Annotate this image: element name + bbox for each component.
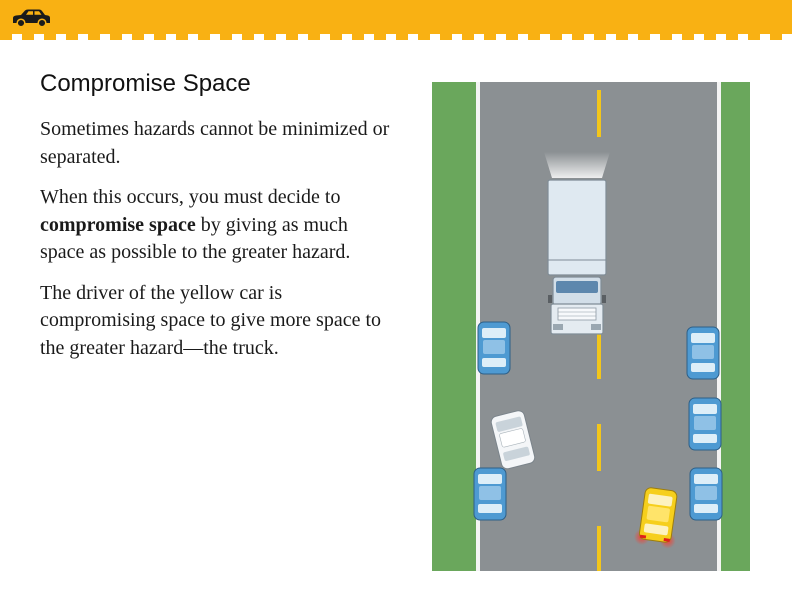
truck [548, 180, 606, 334]
truck-headlight-beam [544, 152, 610, 178]
header-dashed-border [0, 34, 792, 40]
blue-car-right-2 [689, 398, 721, 450]
paragraph-decide-end: by giving as much space as possible to the greater hazard. [40, 213, 351, 263]
blue-car-left-1 [478, 322, 510, 374]
paragraph-yellow-car: The driver of the yellow car is compromising space to give more space to the greater hazard—the truck. [40, 281, 382, 359]
blue-car-right-3 [690, 468, 722, 520]
slide-title: Compromise Space [40, 70, 251, 97]
header-band [0, 0, 792, 34]
blue-car-left-2 [474, 468, 506, 520]
paragraph-decide-start: When this occurs, you must decide to [40, 186, 341, 208]
blue-car-right-1 [687, 327, 719, 379]
compromise-space-term: compromise space [40, 213, 196, 236]
car-icon [10, 8, 52, 28]
paragraph-hazards: Sometimes hazards cannot be minimized or separated. [40, 118, 390, 168]
road-traffic-illustration [432, 82, 750, 571]
slide-body [40, 116, 390, 375]
paragraph-decide [40, 184, 390, 267]
